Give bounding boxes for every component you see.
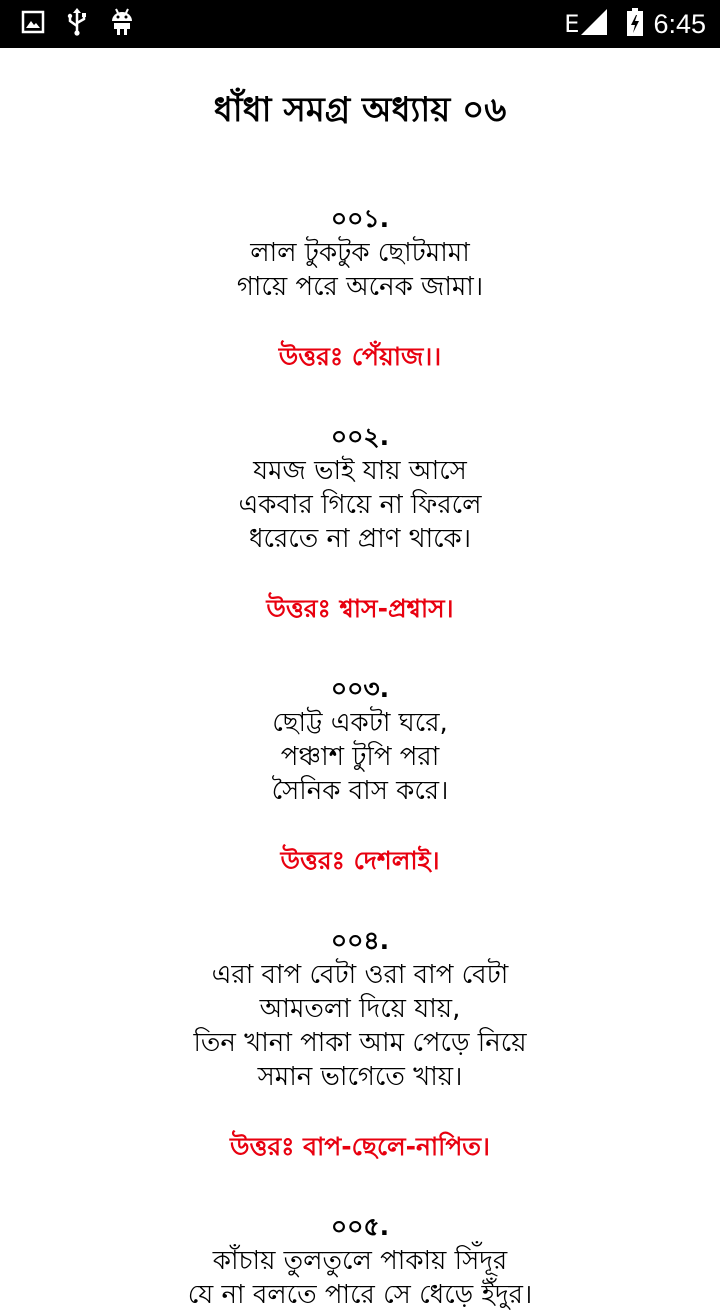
signal-icon [581, 9, 607, 39]
riddle-item [0, 420, 720, 626]
riddle-number: ০০১. [330, 204, 390, 233]
riddle-line: যে না বলতে পারে সে ধেড়ে ইঁদুর। [187, 1280, 533, 1310]
riddle-line: সমান ভাগেতে খায়। [257, 1062, 463, 1092]
android-debug-icon [110, 8, 134, 40]
riddle-item [0, 924, 720, 1164]
usb-icon [66, 8, 88, 40]
riddle-number: ০০৩. [330, 674, 390, 703]
riddle-number: ০০৫. [330, 1212, 390, 1241]
riddle-line: কাঁচায় তুলতুলে পাকায় সিঁদূর [212, 1246, 508, 1276]
clock: 6:45 [653, 9, 706, 39]
network-type-label: E [564, 10, 580, 38]
riddle-line: ছোট্ট একটা ঘরে, [272, 708, 448, 738]
riddle-item [0, 672, 720, 878]
image-icon [22, 11, 44, 37]
riddle-content [0, 48, 720, 1310]
riddle-line: আমতলা দিয়ে যায়, [259, 994, 461, 1024]
riddle-line: এরা বাপ বেটা ওরা বাপ বেটা [211, 960, 509, 990]
riddle-list [0, 202, 720, 1312]
battery-charging-icon [627, 8, 643, 40]
riddle-item [0, 1210, 720, 1312]
riddle-number: ০০২. [330, 422, 390, 451]
status-bar [0, 0, 720, 48]
riddle-line: গায়ে পরে অনেক জামা। [236, 272, 484, 302]
riddle-number: ০০৪. [330, 926, 390, 955]
notification-icons [22, 0, 156, 48]
riddle-line: ধরেতে না প্রাণ থাকে। [248, 524, 472, 554]
riddle-answer: উত্তরঃ পেঁয়াজ।। [278, 342, 442, 371]
riddle-answer: উত্তরঃ বাপ-ছেলে-নাপিত। [230, 1132, 490, 1161]
riddle-answer: উত্তরঃ দেশলাই। [280, 846, 440, 875]
riddle-line: লাল টুকটুক ছোটমামা [250, 238, 470, 268]
riddle-answer: উত্তরঃ শ্বাস-প্রশ্বাস। [266, 594, 454, 623]
riddle-line: পঞ্চাশ টুপি পরা [280, 742, 440, 772]
system-icons [564, 0, 706, 48]
page-title: ধাঁধা সমগ্র অধ্যায় ০৬ [213, 90, 507, 130]
riddle-line: সৈনিক বাস করে। [271, 776, 449, 806]
riddle-line: একবার গিয়ে না ফিরলে [238, 490, 482, 520]
riddle-item [0, 202, 720, 374]
riddle-line: যমজ ভাই যায় আসে [253, 456, 467, 486]
riddle-line: তিন খানা পাকা আম পেড়ে নিয়ে [193, 1028, 527, 1058]
